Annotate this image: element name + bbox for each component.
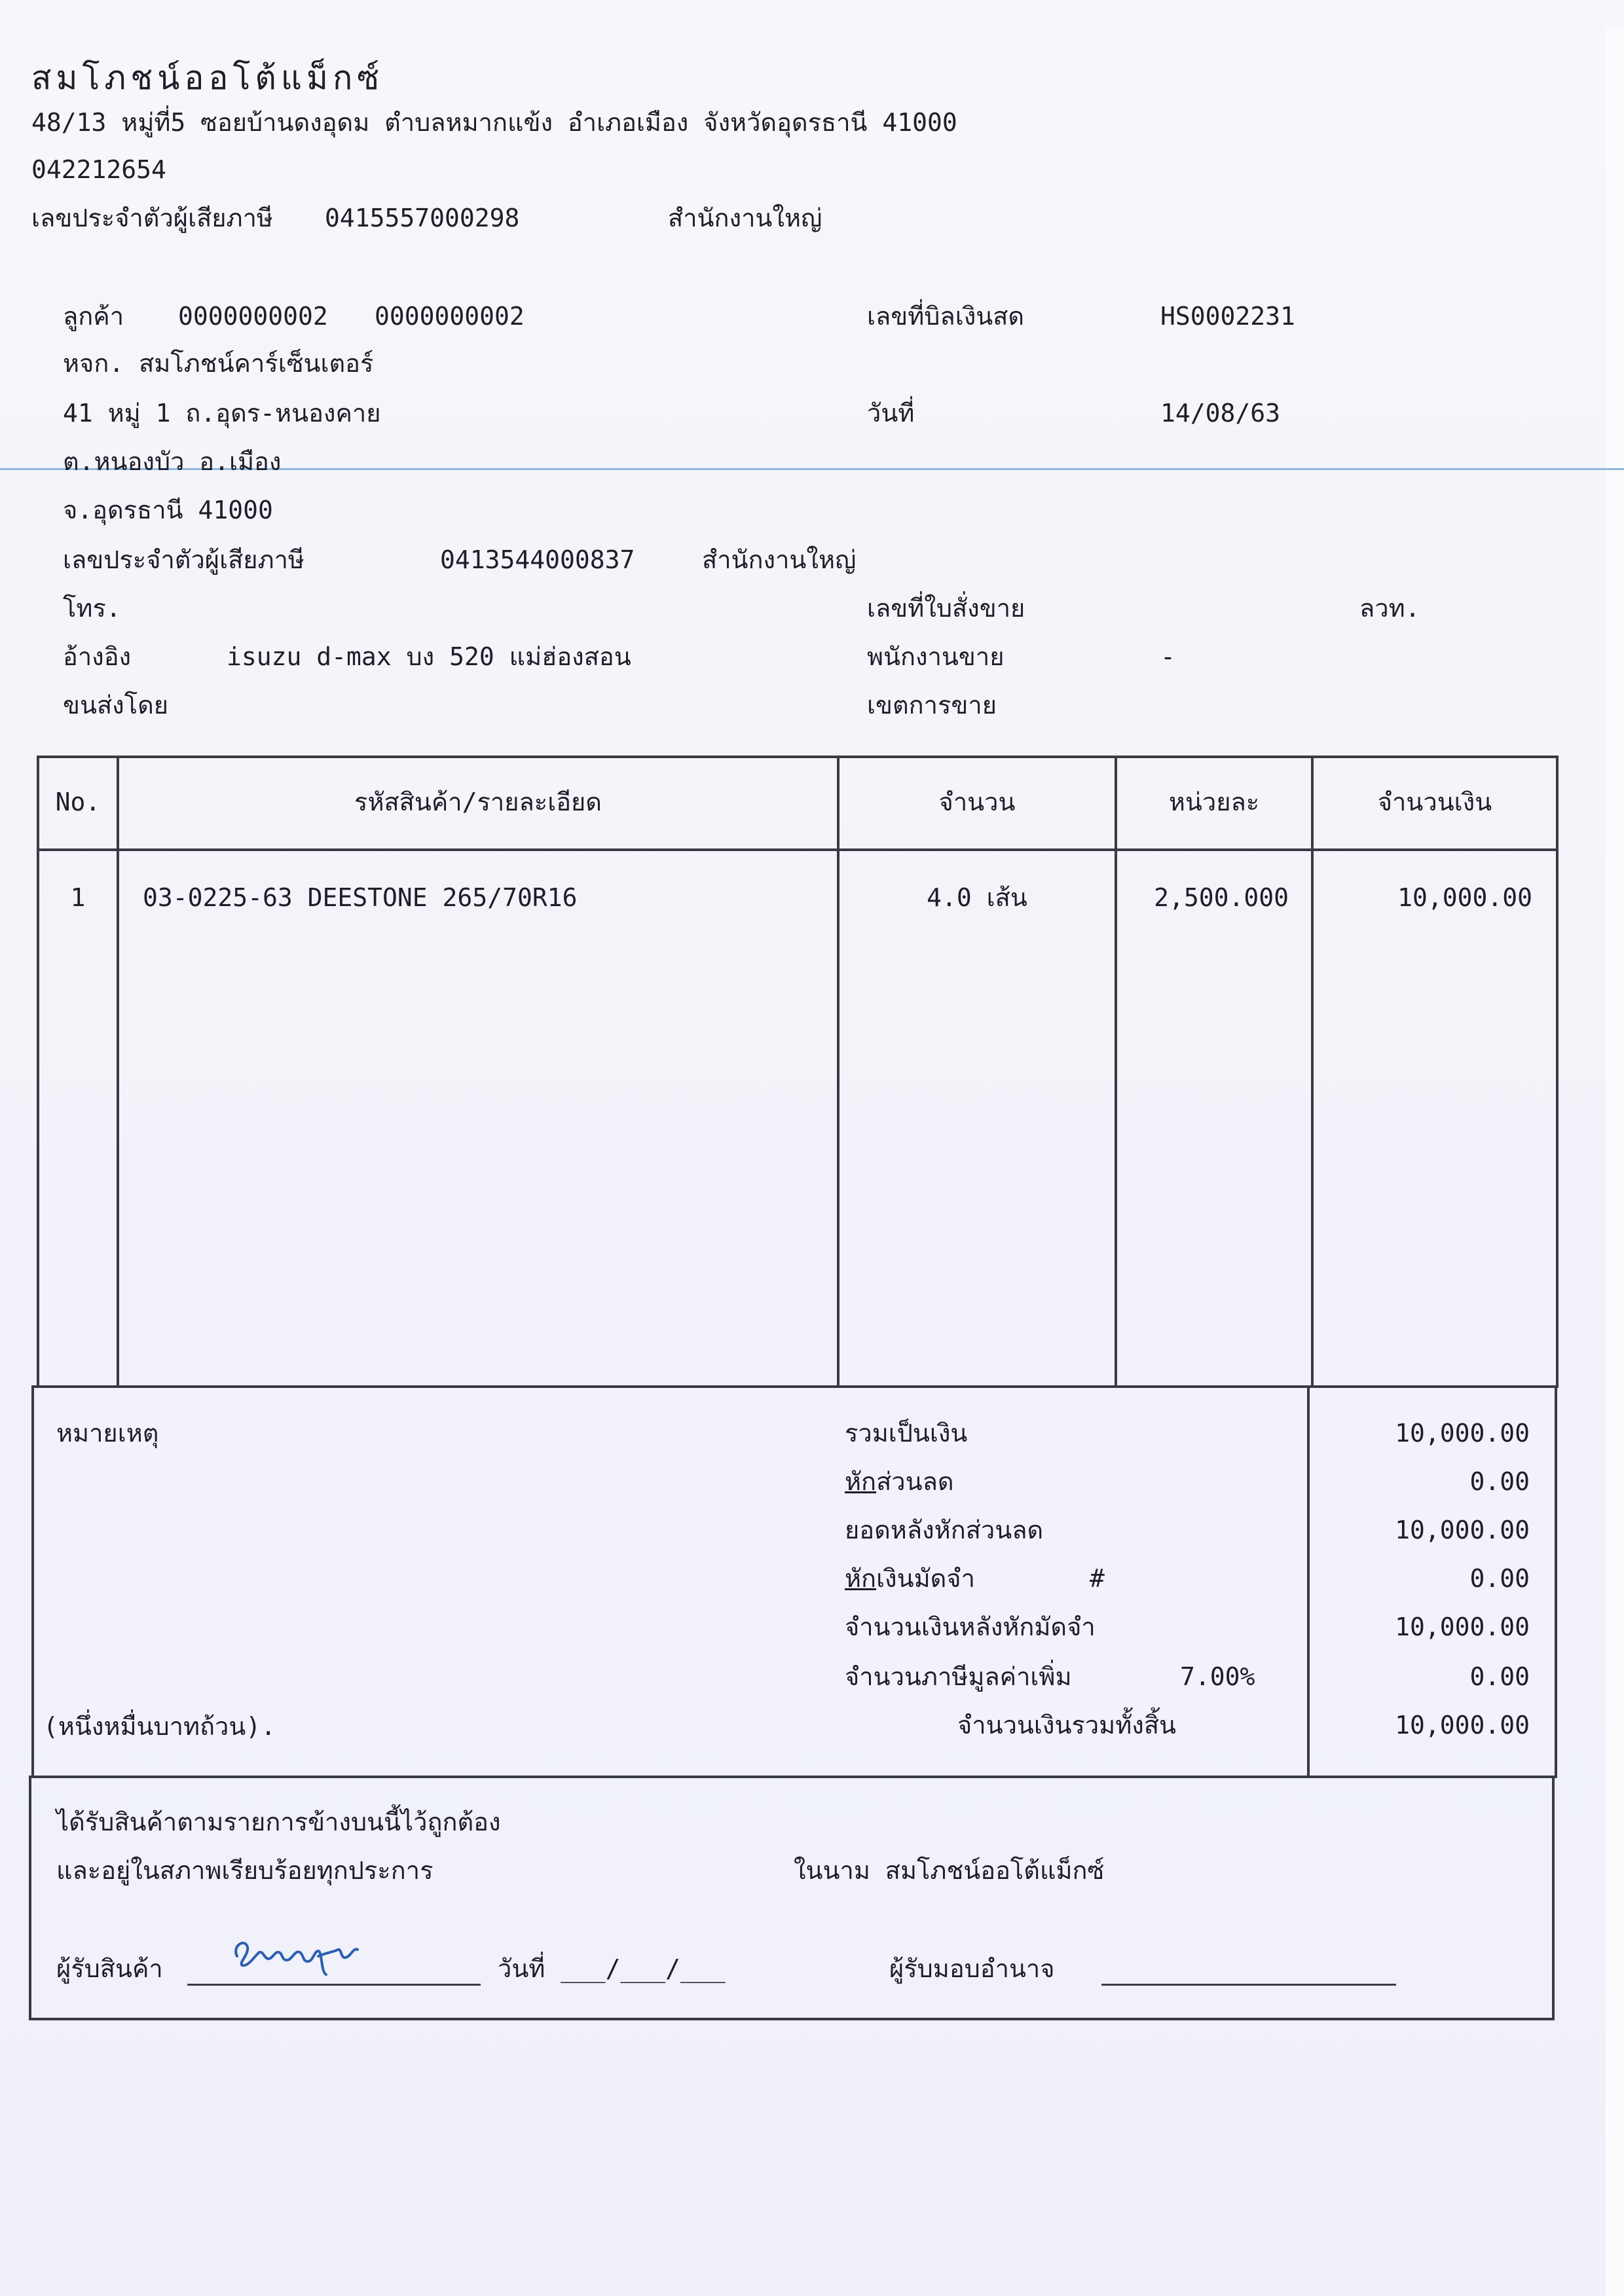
customer-address-2: ต.หนองบัว อ.เมือง: [63, 447, 282, 476]
row-no: 1: [70, 883, 86, 912]
discount-value: 0.00: [1469, 1467, 1530, 1496]
receive-date-label: วันที่: [498, 1954, 545, 1983]
row-amount: 10,000.00: [1397, 883, 1532, 912]
discount-label-text: ส่วนลด: [876, 1467, 954, 1496]
vat-rate: 7.00%: [1180, 1662, 1255, 1691]
customer-address-1: 41 หมู่ 1 ถ.อุดร-หนองคาย: [63, 399, 381, 428]
col-divider: [1311, 756, 1314, 1388]
bill-date: 14/08/63: [1160, 399, 1281, 428]
bill-sales-value: -: [1160, 642, 1175, 671]
deposit-hash: #: [1090, 1564, 1105, 1593]
vat-label: จำนวนภาษีมูลค่าเพิ่ม: [845, 1662, 1072, 1691]
after-deposit-value: 10,000.00: [1395, 1613, 1530, 1641]
customer-tax-label: เลขประจำตัวผู้เสียภาษี: [63, 545, 304, 574]
customer-address-3: จ.อุดรธานี 41000: [63, 496, 273, 524]
table-header-divider: [37, 848, 1559, 851]
received-line-1: ได้รับสินค้าตามรายการข้างบนนี้ไว้ถูกต้อง: [56, 1808, 501, 1836]
deposit-label-prefix: หัก: [845, 1564, 877, 1593]
receiver-label: ผู้รับสินค้า: [56, 1954, 163, 1983]
bill-order-label: เลขที่ใบสั่งขาย: [867, 594, 1025, 623]
customer-code-1: 0000000002: [178, 302, 328, 331]
row-qty: 4.0 เส้น: [927, 883, 1027, 912]
seller-name: สมโภชน์ออโต้แม็กซ์: [31, 59, 384, 97]
customer-tax-id: 0413544000837: [440, 545, 635, 574]
bill-date-label: วันที่: [867, 399, 915, 428]
grand-total-value: 10,000.00: [1395, 1711, 1530, 1740]
after-discount-value: 10,000.00: [1395, 1516, 1530, 1544]
seller-tax-id: 0415557000298: [325, 204, 520, 232]
header-qty: จำนวน: [938, 788, 1016, 816]
discount-label: [845, 1467, 954, 1497]
discount-label-prefix: หัก: [845, 1467, 877, 1496]
deposit-label: [845, 1563, 975, 1594]
seller-address: 48/13 หมู่ที่5 ซอยบ้านดงอุดม ตำบลหมากแข้ง อำเภอเมือง จังหวัดอุดรธานี 41000: [31, 108, 957, 137]
after-deposit-label: จำนวนเงินหลังหักมัดจำ: [845, 1613, 1096, 1641]
receiver-signature: [229, 1933, 386, 1978]
seller-branch: สำนักงานใหญ่: [668, 204, 822, 232]
authorized-label: ผู้รับมอบอำนาจ: [889, 1954, 1055, 1983]
authorized-signature-line: [1101, 1984, 1396, 1986]
paper-edge: [1606, 26, 1624, 2296]
received-line-2: และอยู่ในสภาพเรียบร้อยทุกประการ: [56, 1856, 434, 1885]
amount-in-words: (หนึ่งหมื่นบาทถ้วน).: [43, 1712, 276, 1741]
col-divider: [1115, 756, 1117, 1388]
receive-date-blank: ___/___/___: [561, 1954, 726, 1983]
after-discount-label: ยอดหลังหักส่วนลด: [845, 1516, 1044, 1544]
seller-phone: 042212654: [31, 155, 166, 184]
vat-value: 0.00: [1469, 1662, 1530, 1691]
subtotal-value: 10,000.00: [1395, 1419, 1530, 1448]
header-item: รหัสสินค้า/รายละเอียด: [354, 788, 602, 816]
deposit-value: 0.00: [1469, 1564, 1530, 1593]
remark-label: หมายเหตุ: [56, 1419, 159, 1448]
bill-number-label: เลขที่บิลเงินสด: [867, 302, 1025, 331]
customer-code-2: 0000000002: [375, 302, 525, 331]
header-unit-price: หน่วยละ: [1168, 788, 1260, 816]
customer-branch: สำนักงานใหญ่: [702, 545, 857, 574]
customer-ref-label: อ้างอิง: [63, 642, 132, 671]
on-behalf: ในนาม สมโภชน์ออโต้แม็กซ์: [794, 1856, 1105, 1885]
summary-divider: [1307, 1385, 1310, 1778]
deposit-label-text: เงินมัดจำ: [876, 1564, 975, 1593]
bill-area-label: เขตการขาย: [867, 691, 997, 720]
header-no: No.: [55, 788, 101, 816]
row-item: 03-0225-63 DEESTONE 265/70R16: [143, 883, 578, 912]
bill-order-value: ลวท.: [1359, 594, 1420, 623]
customer-ref-value: isuzu d-max บง 520 แม่ฮ่องสอน: [227, 642, 631, 671]
customer-phone-label: โทร.: [63, 594, 121, 623]
seller-tax-label: เลขประจำตัวผู้เสียภาษี: [31, 204, 273, 232]
customer-ship-label: ขนส่งโดย: [63, 691, 169, 720]
col-divider: [837, 756, 840, 1388]
bill-number: HS0002231: [1160, 302, 1295, 331]
customer-name: หจก. สมโภชน์คาร์เซ็นเตอร์: [63, 349, 374, 378]
grand-total-label: จำนวนเงินรวมทั้งสิ้น: [957, 1711, 1176, 1740]
bill-sales-label: พนักงานขาย: [867, 642, 1005, 671]
customer-label: ลูกค้า: [63, 302, 124, 331]
header-amount: จำนวนเงิน: [1377, 788, 1492, 816]
col-divider: [117, 756, 119, 1388]
subtotal-label: รวมเป็นเงิน: [845, 1419, 968, 1448]
receiver-signature-line: [187, 1984, 481, 1986]
row-unit-price: 2,500.000: [1154, 883, 1289, 912]
